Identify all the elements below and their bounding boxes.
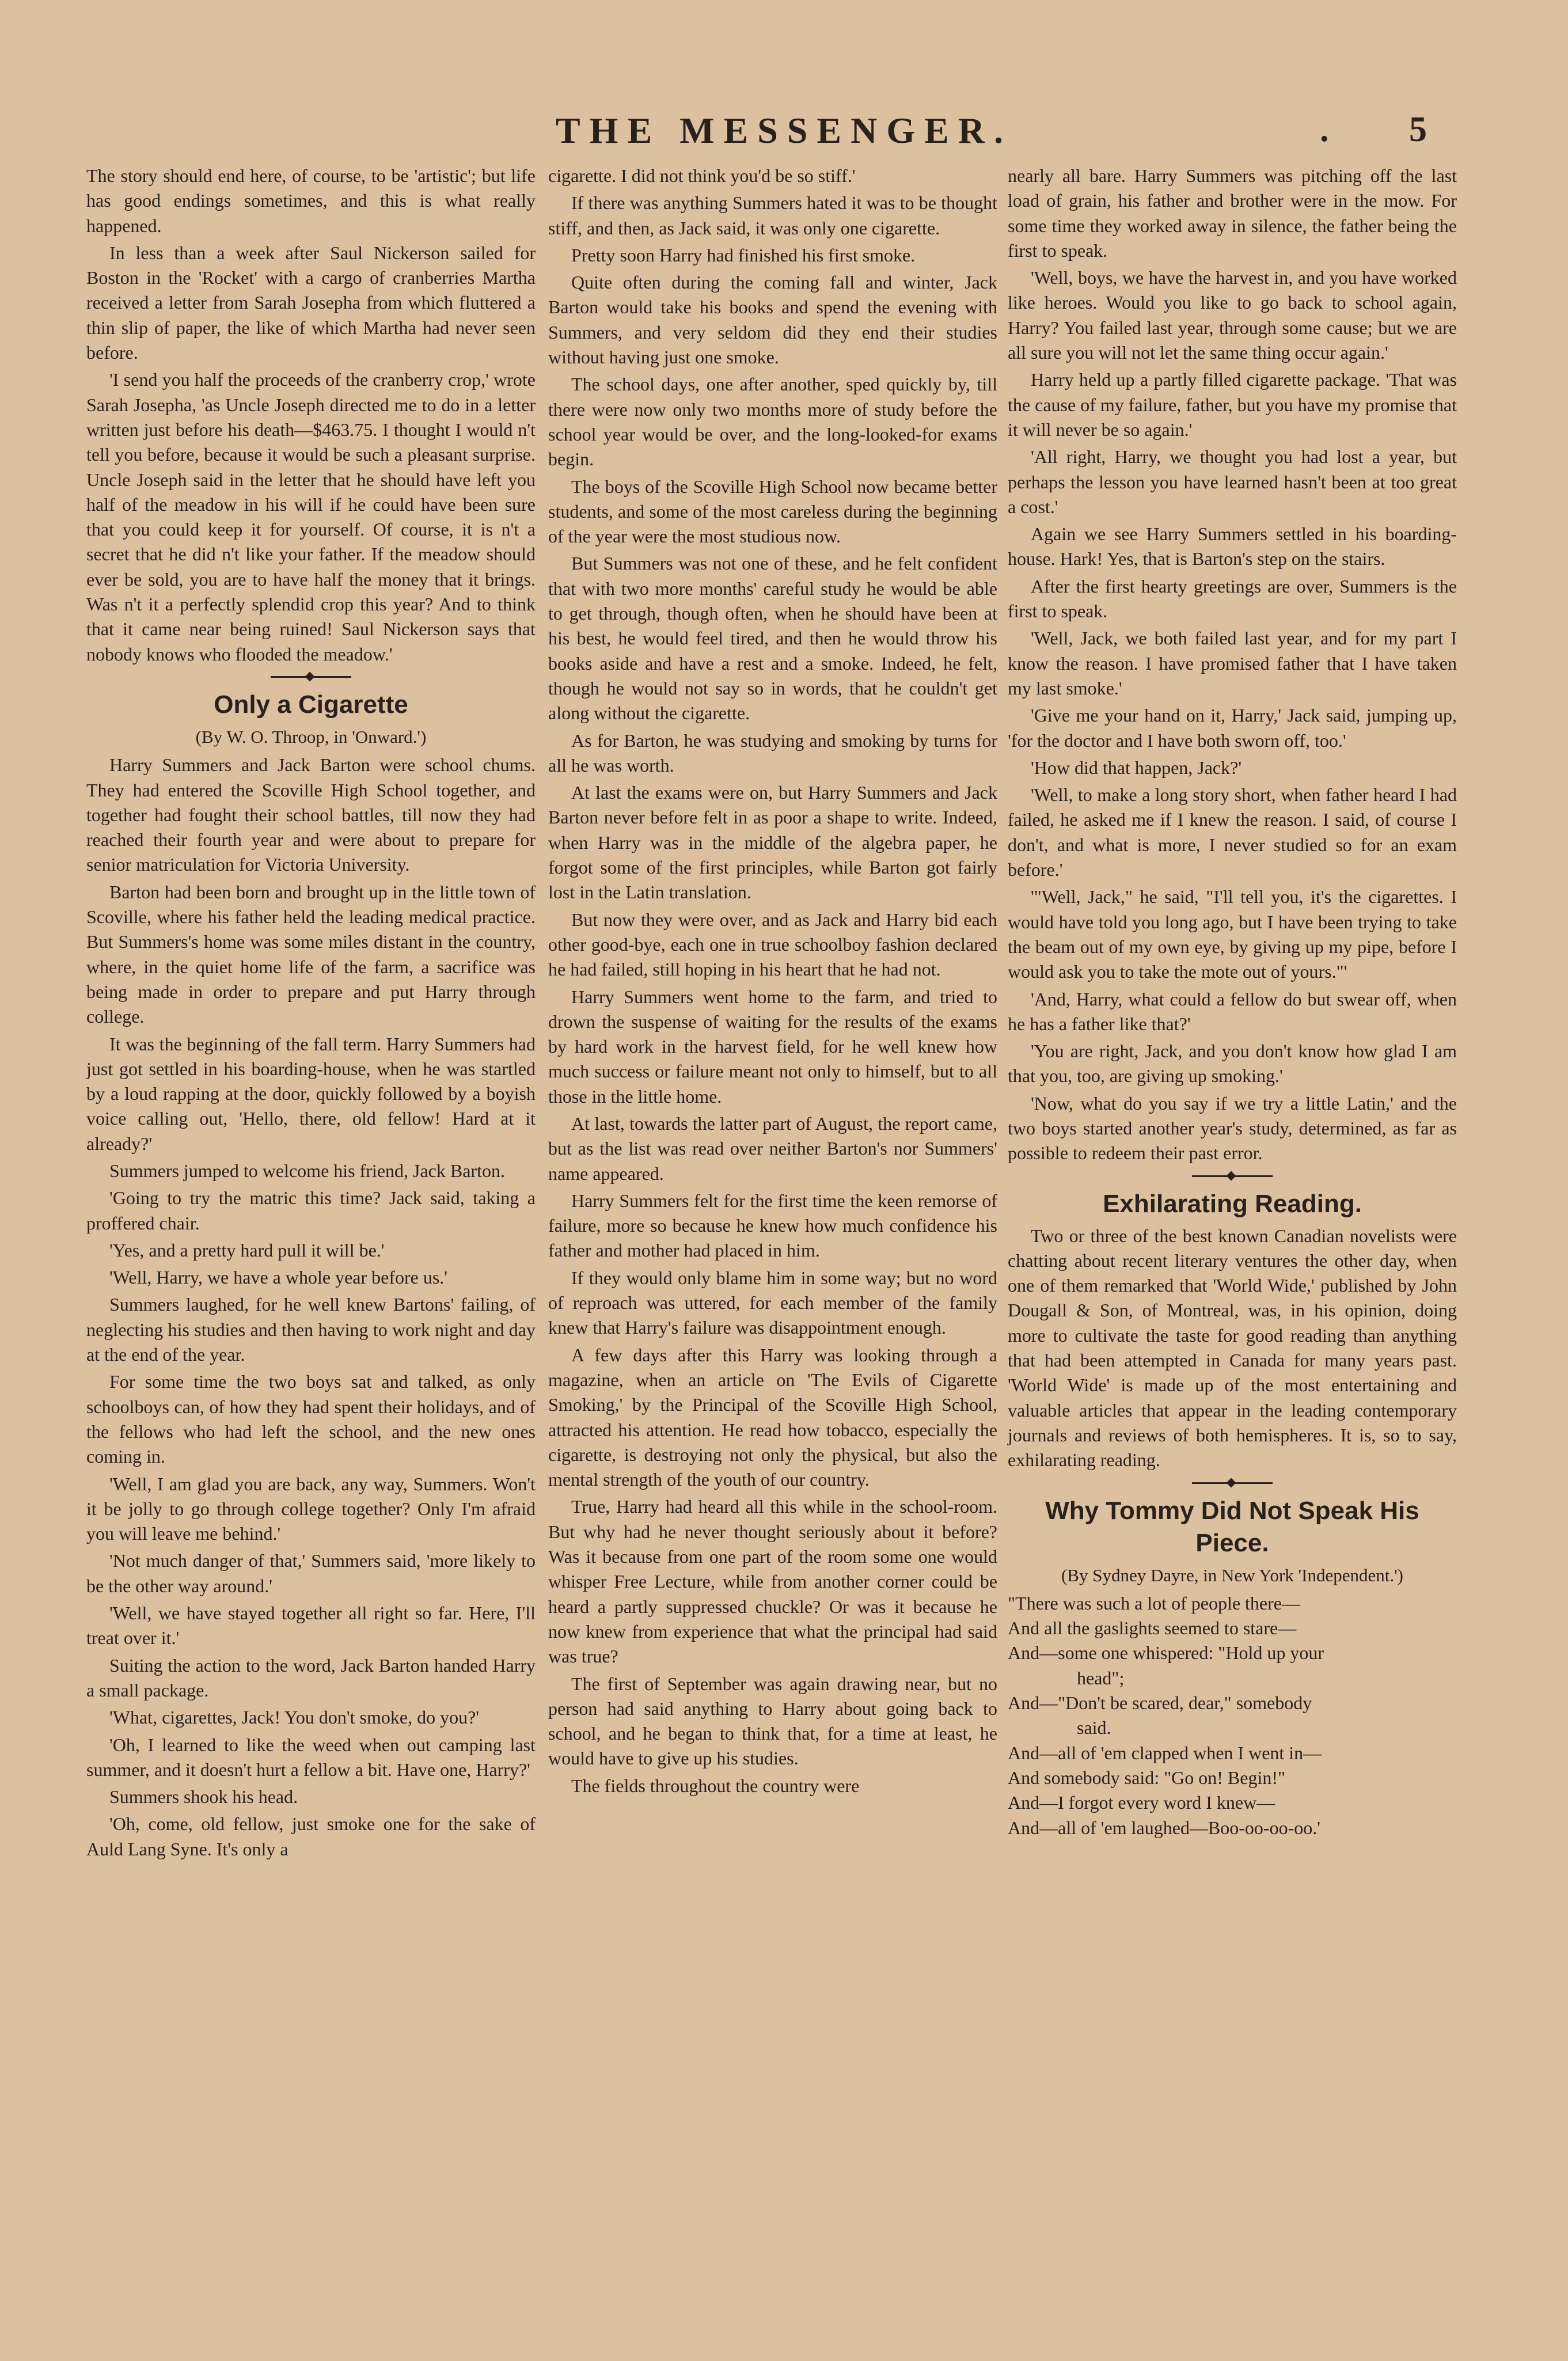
paragraph: 'How did that happen, Jack?' (1031, 757, 1242, 778)
paragraph: The boys of the Scoville High School now became better students, and some of the most careless during the beginning of the year were the most studious now. (548, 476, 997, 547)
article-title-tommy: Why Tommy Did Not Speak His Piece. (1045, 1496, 1419, 1557)
paragraph: Again we see Harry Summers settled in his boarding-house. Hark! Yes, that is Barton's step on the stairs. (1008, 523, 1457, 570)
poem-line: And—"Don't be scared, dear," somebody (1008, 1692, 1312, 1714)
poem-line: "There was such a lot of people there— (1008, 1592, 1300, 1614)
paragraph: 'Yes, and a pretty hard pull it will be.' (109, 1239, 385, 1261)
paragraph: Summers laughed, for he well knew Bartons' failing, of neglecting his studies and then having to work night and day at the end of the year. (86, 1294, 536, 1365)
paragraph: The fields throughout the country were (571, 1775, 860, 1796)
paragraph: Harry Summers and Jack Barton were school chums. They had entered the Scoville High School together, and together had fought their school battles, till now they had reached their fourth year and were about to prepare for senior matriculation for Victoria University. (86, 754, 536, 875)
paragraph: If they would only blame him in some way; but no word of reproach was uttered, for each member of the family knew that Harry's failure was disappointment enough. (548, 1267, 997, 1338)
masthead-title: THE MESSENGER. (555, 110, 1013, 151)
paragraph: As for Barton, he was studying and smoking by turns for all he was worth. (548, 730, 997, 776)
section-divider (271, 673, 351, 681)
paragraph: The story should end here, of course, to be 'artistic'; but life has good endings sometimes, and this is what really happened. (86, 165, 536, 236)
header-dot: . (1320, 110, 1329, 149)
paragraph: nearly all bare. Harry Summers was pitching off the last load of grain, his father and brother were in the mow. For some time they worked away in silence, the father being the first to speak. (1008, 165, 1457, 261)
paragraph: Summers jumped to welcome his friend, Jack Barton. (109, 1160, 505, 1181)
paragraph: Summers shook his head. (109, 1786, 298, 1808)
paragraph: Quite often during the coming fall and winter, Jack Barton would take his books and spend the evening with Summers, and very seldom did they end their studies without having just one smoke. (548, 272, 997, 368)
paragraph: If there was anything Summers hated it was to be thought stiff, and then, as Jack said, it was only one cigarette. (548, 192, 997, 238)
paragraph: 'Now, what do you say if we try a little Latin,' and the two boys started another year's study, determined, as far as possible to redeem their past error. (1008, 1092, 1457, 1164)
poem-line: And—all of 'em clapped when I went in— (1008, 1742, 1322, 1763)
paragraph: At last, towards the latter part of August, the report came, but as the list was read over neither Barton's nor Summers' name appeared. (548, 1113, 997, 1184)
column-1 (86, 164, 536, 2283)
poem-line: said. (1077, 1717, 1111, 1739)
paragraph: Harry Summers went home to the farm, and tried to drown the suspense of waiting for the results of the exams by hard work in the harvest field, for he well knew how much success or failure meant not only to himself, but to all those in the little home. (548, 986, 997, 1107)
column-3 (1008, 164, 1457, 2283)
paragraph: It was the beginning of the fall term. Harry Summers had just got settled in his boarding-house, when he was startled by a loud rapping at the door, quickly followed by a boyish voice calling out, 'Hello, there, old fellow! Hard at it already?' (86, 1033, 536, 1154)
poem-line: And somebody said: "Go on! Begin!" (1008, 1767, 1286, 1788)
paragraph: 'Well, to make a long story short, when father heard I had failed, he asked me if I knew the reason. I said, of course I don't, and what is more, I never studied so for an exam before.' (1008, 784, 1457, 880)
paragraph: 'I send you half the proceeds of the cranberry crop,' wrote Sarah Josepha, 'as Uncle Joseph directed me to do in a letter written just before his death—$463.75. I thought I would n't tell you before, because it would be such a pleasant surprise. Uncle Joseph said in the letter that he should have left you half of the meadow in his will if he could have been sure that you could keep it for yourself. Of course, it is n't a secret that he did n't like your father. If the meadow should ever be sold, you are to have half the money that it brings. Was n't it a perfectly splendid crop this year? And to think that it came near being ruined! Saul Nickerson says that nobody knows who flooded the meadow.' (86, 369, 536, 665)
article-title-cigarette: Only a Cigarette (214, 690, 408, 719)
paragraph: The first of September was again drawing near, but no person had said anything to Harry about going back to school, and he began to think that, for a time at least, he would have to give up his studies. (548, 1673, 997, 1769)
byline: (By W. O. Throop, in 'Onward.') (195, 726, 427, 747)
section-divider (1192, 1172, 1273, 1180)
paragraph: 'You are right, Jack, and you don't know how glad I am that you, too, are giving up smoking.' (1008, 1041, 1457, 1087)
paragraph: A few days after this Harry was looking through a magazine, when an article on 'The Evils of Cigarette Smoking,' by the Principal of the Scoville High School, attracted his attention. He read how tobacco, especially the cigarette, is destroying not only the physical, but also the mental strength of the youth of our country. (548, 1344, 997, 1490)
paragraph: 'Oh, come, old fellow, just smoke one for the sake of Auld Lang Syne. It's only a (86, 1813, 536, 1859)
paragraph: Harry Summers felt for the first time the keen remorse of failure, more so because he knew how much confidence his father and mother had placed in him. (548, 1190, 997, 1261)
paragraph: But now they were over, and as Jack and Harry bid each other good-bye, each one in true schoolboy fashion declared he had failed, still hoping in his heart that he had not. (548, 909, 997, 980)
paragraph: cigarette. I did not think you'd be so stiff.' (548, 165, 856, 186)
paragraph: 'Give me your hand on it, Harry,' Jack said, jumping up, 'for the doctor and I have both sworn off, too.' (1008, 705, 1457, 751)
paragraph: After the first hearty greetings are over, Summers is the first to speak. (1008, 575, 1457, 622)
poem-line: And—all of 'em laughed—Boo-oo-oo-oo.' (1008, 1817, 1320, 1838)
paragraph: 'Oh, I learned to like the weed when out camping last summer, and it doesn't hurt a fellow a bit. Have one, Harry?' (86, 1734, 536, 1780)
paragraph: For some time the two boys sat and talked, as only schoolboys can, of how they had spent their holidays, and of the fellows who had left the school, and the new ones coming in. (86, 1371, 536, 1467)
paragraph: At last the exams were on, but Harry Summers and Jack Barton never before felt in as poor a shape to write. Indeed, when Harry was in the middle of the algebra paper, he forgot some of the first principles, while Barton got fairly lost in the Latin translation. (548, 782, 997, 903)
paragraph: 'Well, we have stayed together all right so far. Here, I'll treat over it.' (86, 1603, 536, 1649)
poem-line: head"; (1077, 1667, 1125, 1688)
paragraph: 'Well, boys, we have the harvest in, and you have worked like heroes. Would you like to go back to school again, Harry? You failed last year, through some cause; but we are all sure you will not let the same thing occur again.' (1008, 267, 1457, 363)
paragraph: Barton had been born and brought up in the little town of Scoville, where his father held the leading medical practice. But Summers's home was some miles distant in the country, where, in the quiet home life of the farm, a sacrifice was being made in order to prepare and put Harry through college. (86, 881, 536, 1027)
paragraph: 'Going to try the matric this time? Jack said, taking a proffered chair. (86, 1187, 536, 1233)
paragraph: 'Not much danger of that,' Summers said, 'more likely to be the other way around.' (86, 1550, 536, 1596)
paragraph: '"Well, Jack," he said, "I'll tell you, it's the cigarettes. I would have told you long ago, but I have been trying to take the beam out of my own eye, by giving up my pipe, before I would ask you to take the mote out of yours."' (1008, 886, 1457, 982)
article-title-exhilarating: Exhilarating Reading. (1103, 1189, 1362, 1218)
paragraph: 'All right, Harry, we thought you had lost a year, but perhaps the lesson you have learned hasn't been at too great a cost.' (1008, 446, 1457, 517)
paragraph: Two or three of the best known Canadian novelists were chatting about recent literary ventures the other day, when one of them remarked that 'World Wide,' published by John Dougall & Son, of Montreal, was, in his opinion, doing more to cultivate the taste for good reading than anything that had been attempted in Canada for many years past. 'World Wide' is made up of the most entertaining and valuable articles that appear in the leading contemporary journals and reviews of both hemispheres. It is, so to say, exhilarating reading. (1008, 1225, 1457, 1471)
column-2 (548, 164, 997, 2283)
paragraph: 'And, Harry, what could a fellow do but swear off, when he has a father like that?' (1008, 988, 1457, 1034)
byline: (By Sydney Dayre, in New York 'Independent.') (1061, 1565, 1404, 1585)
paragraph: 'Well, Harry, we have a whole year before us.' (109, 1267, 448, 1288)
paragraph: The school days, one after another, sped quickly by, till there were now only two months more of study before the school year would be over, and the long-looked-for exams begin. (548, 374, 997, 470)
page-header (0, 109, 1568, 155)
paragraph: In less than a week after Saul Nickerson sailed for Boston in the 'Rocket' with a cargo of cranberries Martha received a letter from Sarah Josepha from which fluttered a thin slip of paper, the like of which Martha had never seen before. (86, 242, 536, 363)
page-number: 5 (1409, 110, 1427, 149)
paragraph: 'Well, I am glad you are back, any way, Summers. Won't it be jolly to go through college together? Only I'm afraid you will leave me behind.' (86, 1473, 536, 1544)
paragraph: 'What, cigarettes, Jack! You don't smoke, do you?' (109, 1707, 480, 1728)
paragraph: But Summers was not one of these, and he felt confident that with two more months' careful study he would be able to get through, though often, when he should have been at his best, he would feel tired, and then he would throw his books aside and have a rest and a smoke. Indeed, he felt, though he would not say so in words, that he couldn't get along without the cigarette. (548, 553, 997, 724)
section-divider (1192, 1479, 1273, 1487)
paragraph: 'Well, Jack, we both failed last year, and for my part I know the reason. I have promised father that I have taken my last smoke.' (1008, 628, 1457, 699)
poem-line: And all the gaslights seemed to stare— (1008, 1618, 1297, 1639)
paragraph: Harry held up a partly filled cigarette package. 'That was the cause of my failure, father, but you have my promise that it will never be so again.' (1008, 369, 1457, 440)
poem (1008, 1591, 1457, 1840)
paragraph: True, Harry had heard all this while in the school-room. But why had he never thought seriously about it before? Was it because from one part of the room some one would whisper Free Lecture, while from another corner could be heard a partly suppressed chuckle? Or was it because he now knew from experience that what the principal had said was true? (548, 1496, 997, 1667)
paragraph: Suiting the action to the word, Jack Barton handed Harry a small package. (86, 1654, 536, 1700)
paragraph: Pretty soon Harry had finished his first smoke. (571, 244, 916, 265)
poem-line: And—some one whispered: "Hold up your (1008, 1642, 1324, 1664)
poem-line: And—I forgot every word I knew— (1008, 1792, 1275, 1813)
